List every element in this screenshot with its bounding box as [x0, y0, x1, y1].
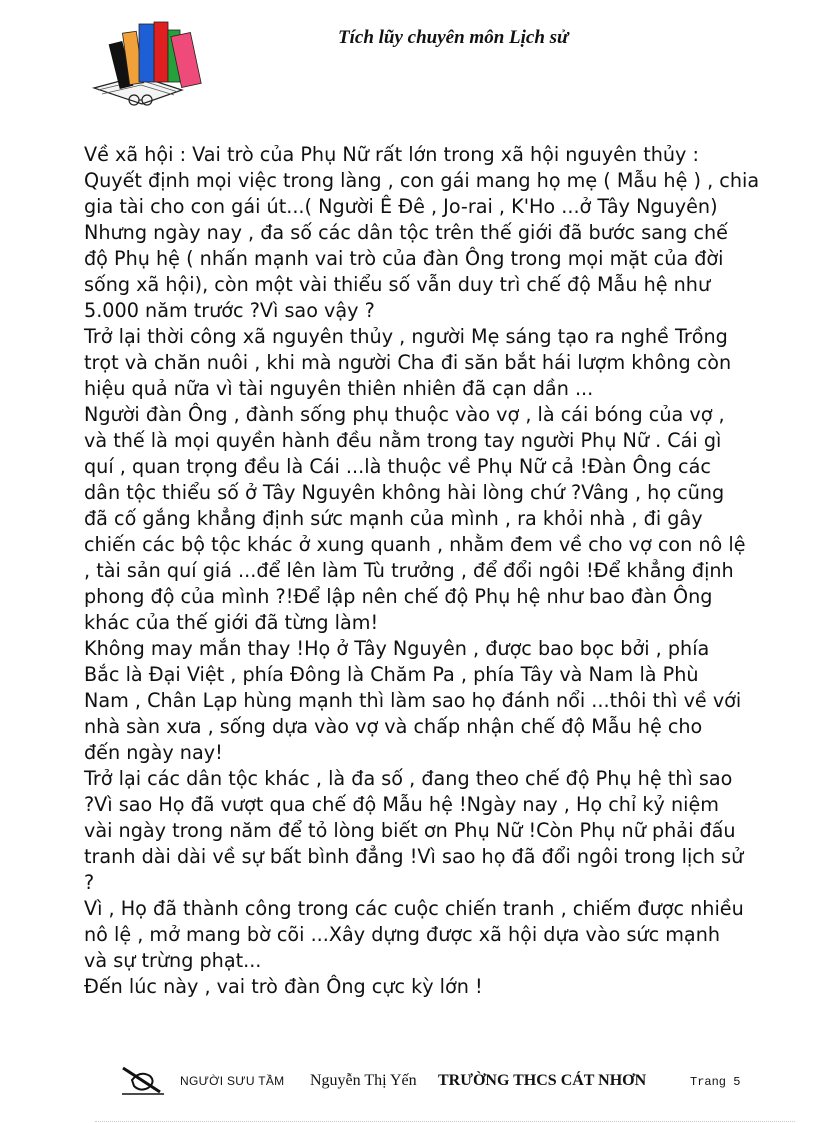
text-line: vài ngày trong năm để tỏ lòng biết ơn Phụ Nữ !Còn Phụ nữ phải đấu — [84, 819, 736, 842]
collector-label: NGƯỜI SƯU TẦM — [180, 1074, 285, 1088]
text-line: chiến các bộ tộc khác ở xung quanh , nhằm đem về cho vợ con nô lệ — [84, 533, 746, 556]
document-body — [84, 142, 760, 1000]
text-line: phong độ của mình ?!Để lập nên chế độ Phụ hệ như bao đàn Ông — [84, 585, 713, 608]
text-line: Trở lại thời công xã nguyên thủy , người Mẹ sáng tạo ra nghề Trồng — [84, 325, 728, 348]
text-line: đến ngày nay! — [84, 741, 223, 764]
text-line: nô lệ , mở mang bờ cõi ...Xây dựng được xã hội dựa vào sức mạnh — [84, 923, 721, 946]
text-line: tranh dài dài về sự bất bình đẳng !Vì sao họ đã đổi ngôi trong lịch sử — [84, 845, 744, 868]
text-line: sống xã hội), còn một vài thiểu số vẫn duy trì chế độ Mẫu hệ như — [84, 273, 711, 296]
text-line: Nhưng ngày nay , đa số các dân tộc trên thế giới đã bước sang chế — [84, 221, 728, 244]
text-line: và sự trừng phạt... — [84, 949, 262, 972]
text-line: dân tộc thiểu số ở Tây Nguyên không hài lòng chứ ?Vâng , họ cũng — [84, 481, 725, 504]
text-line: và thế là mọi quyền hành đều nằm trong tay người Phụ Nữ . Cái gì — [84, 429, 722, 452]
text-line: 5.000 năm trước ?Vì sao vậy ? — [84, 299, 375, 322]
page-number: Trang 5 — [690, 1075, 741, 1089]
text-line: Không may mắn thay !Họ ở Tây Nguyên , được bao bọc bởi , phía — [84, 637, 710, 660]
author-name: Nguyễn Thị Yến — [310, 1072, 417, 1089]
text-line: Vì , Họ đã thành công trong các cuộc chiến tranh , chiếm được nhiều — [84, 897, 744, 920]
text-line: Về xã hội : Vai trò của Phụ Nữ rất lớn trong xã hội nguyên thủy : — [84, 143, 699, 166]
books-icon — [84, 10, 214, 110]
header-title: Tích lũy chuyên môn Lịch sử — [338, 27, 569, 48]
pen-hand-icon — [120, 1062, 166, 1096]
text-line: đã cố gắng khẳng định sức mạnh của mình , ra khỏi nhà , đi gây — [84, 507, 703, 530]
text-line: gia tài cho con gái út...( Người Ê Đê , Jo-rai , K'Ho ...ở Tây Nguyên) — [84, 195, 718, 218]
text-line: Nam , Chân Lạp hùng mạnh thì làm sao họ đánh nổi ...thôi thì về với — [84, 689, 742, 712]
text-line: khác của thế giới đã từng làm! — [84, 611, 379, 634]
text-line: Đến lúc này , vai trò đàn Ông cực kỳ lớn ! — [84, 975, 483, 998]
text-line: quí , quan trọng đều là Cái ...là thuộc về Phụ Nữ cả !Đàn Ông các — [84, 455, 711, 478]
text-line: ? — [84, 871, 95, 894]
text-line: Bắc là Đại Việt , phía Đông là Chăm Pa , phía Tây và Nam là Phù — [84, 663, 699, 686]
text-line: ?Vì sao Họ đã vượt qua chế độ Mẫu hệ !Ngày nay , Họ chỉ kỷ niệm — [84, 793, 719, 816]
page-footer — [120, 1060, 760, 1100]
text-line: Quyết định mọi việc trong làng , con gái mang họ mẹ ( Mẫu hệ ) , chia — [84, 169, 760, 192]
text-line: Trở lại các dân tộc khác , là đa số , đang theo chế độ Phụ hệ thì sao — [84, 767, 733, 790]
text-line: trọt và chăn nuôi , khi mà người Cha đi săn bắt hái lượm không còn — [84, 351, 732, 374]
text-line: độ Phụ hệ ( nhấn mạnh vai trò của đàn Ông trong mọi mặt của đời — [84, 247, 724, 270]
page-bottom-divider — [95, 1121, 795, 1122]
text-line: Người đàn Ông , đành sống phụ thuộc vào vợ , là cái bóng của vợ , — [84, 403, 725, 426]
school-name: TRƯỜNG THCS CÁT NHƠN — [438, 1072, 647, 1089]
text-line: , tài sản quí giá ...để lên làm Tù trưởng , để đổi ngôi !Để khẳng định — [84, 559, 734, 582]
text-line: hiệu quả nữa vì tài nguyên thiên nhiên đã cạn dần ... — [84, 377, 594, 400]
text-line: nhà sàn xưa , sống dựa vào vợ và chấp nhận chế độ Mẫu hệ cho — [84, 715, 703, 738]
